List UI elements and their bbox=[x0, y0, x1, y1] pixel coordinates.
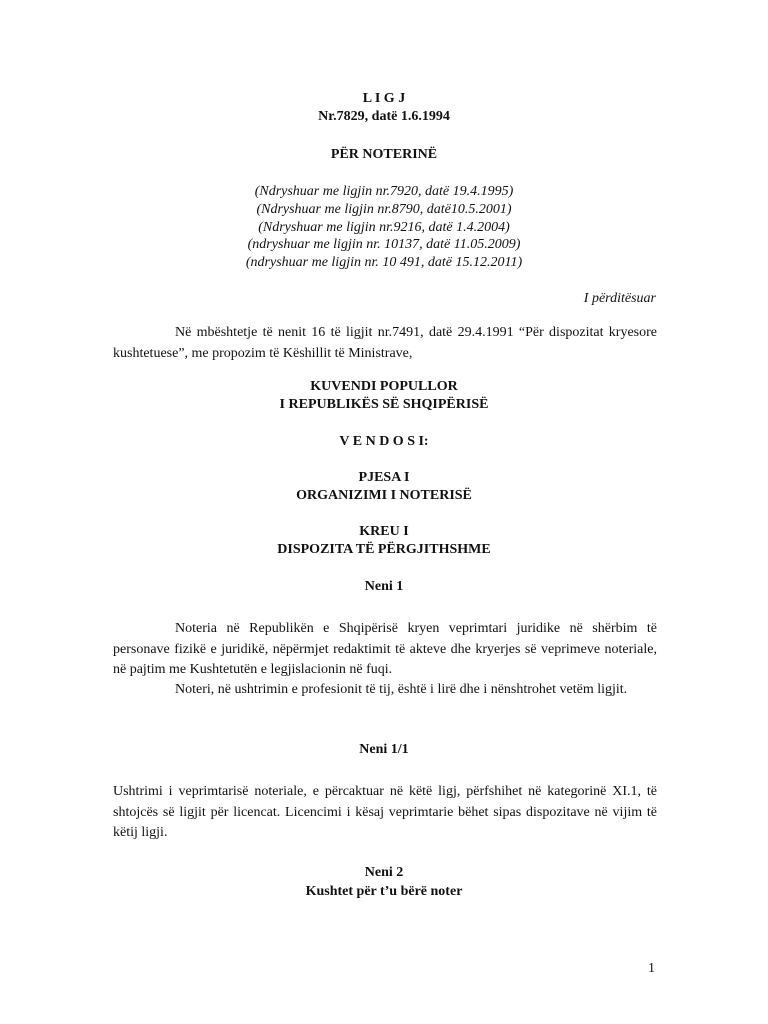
article-paragraph: Noteria në Republikën e Shqipërisë kryen veprimtari juridike në shërbim të personave fizikë e juridikë, nëpërmjet redaktimit të akteve dhe kryerjes së veprimeve noteriale, në pajtim me Kushtetutën e legjislacionin në fuqi. bbox=[113, 621, 657, 677]
part-title: PJESA I bbox=[358, 470, 410, 485]
article-subtitle: Kushtet për t’u bërë noter bbox=[305, 884, 463, 899]
law-subject: PËR NOTERINË bbox=[330, 147, 438, 162]
decides-heading: V E N D O S I: bbox=[339, 434, 429, 449]
amendment-line: (Ndryshuar me ligjin nr.9216, datë 1.4.2004) bbox=[258, 220, 510, 235]
law-title: L I G J bbox=[362, 91, 406, 106]
article-paragraph: Noteri, në ushtrimin e profesionit të tij, është i lirë dhe i nënshtrohet vetëm ligjit. bbox=[175, 682, 628, 697]
law-number: Nr.7829, datë 1.6.1994 bbox=[318, 109, 450, 124]
amendment-line: (Ndryshuar me ligjin nr.7920, datë 19.4.1995) bbox=[254, 184, 514, 199]
article-paragraph: Ushtrimi i veprimtarisë noteriale, e përcaktuar në këtë ligj, përfshihet në kategorinë XI.1, të shtojcës së ligjit për licencat. Licencimi i kësaj veprimtarie bëhet sipas dispozitave në vijim të këtij ligji. bbox=[113, 784, 657, 840]
article-heading: Neni 2 bbox=[364, 865, 404, 880]
chapter-title: KREU I bbox=[359, 524, 409, 539]
article-heading: Neni 1 bbox=[364, 579, 404, 594]
page-number: 1 bbox=[648, 961, 655, 976]
assembly-name: KUVENDI POPULLOR bbox=[310, 379, 458, 394]
amendment-line: (Ndryshuar me ligjin nr.8790, datë10.5.2001) bbox=[256, 202, 512, 217]
part-name: ORGANIZIMI I NOTERISË bbox=[296, 488, 472, 503]
chapter-name: DISPOZITA TË PËRGJITHSHME bbox=[277, 542, 491, 557]
updated-note: I përditësuar bbox=[583, 291, 656, 306]
preamble-paragraph: Në mbështetje të nenit 16 të ligjit nr.7491, datë 29.4.1991 “Për dispozitat kryesore kushtetuese”, me propozim të Këshillit të Ministrave, bbox=[113, 325, 657, 361]
assembly-republic: I REPUBLIKËS SË SHQIPËRISË bbox=[279, 397, 489, 412]
article-heading: Neni 1/1 bbox=[359, 742, 409, 757]
amendment-line: (ndryshuar me ligjin nr. 10 491, datë 15.12.2011) bbox=[245, 255, 523, 270]
amendment-line: (ndryshuar me ligjin nr. 10137, datë 11.05.2009) bbox=[247, 237, 521, 252]
